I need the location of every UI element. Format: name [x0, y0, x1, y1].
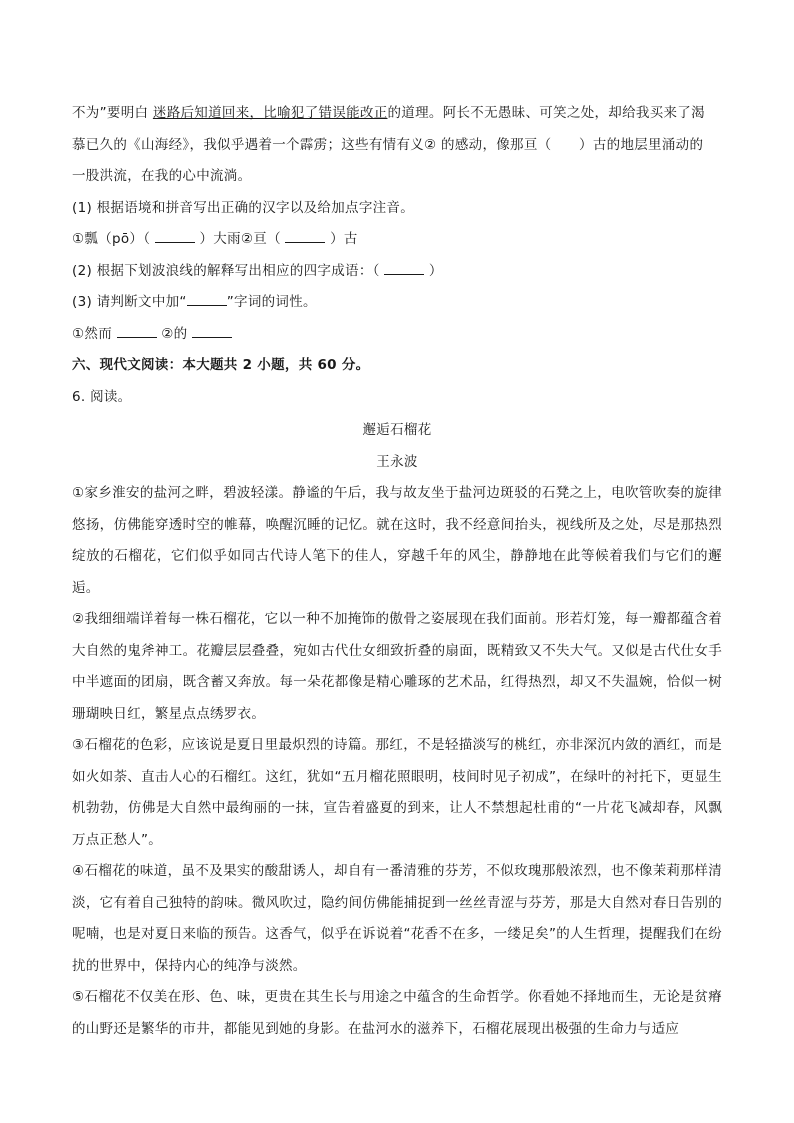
- question-1: (1) 根据语境和拼音写出正确的汉字以及给加点字注音。: [72, 199, 415, 216]
- intro-text: 的道理。阿长不无愚昧、可笑之处，却给我买来了渴: [387, 105, 705, 121]
- question-text: ”字词的词性。: [226, 294, 317, 310]
- article-paragraph: ②我细细端详着每一株石榴花，它以一种不加掩饰的傲骨之姿展现在我们面前。形若灯笼，每一瓣都蕴含着大自然的鬼斧神工。花瓣层层叠叠，宛如古代仕女细致折叠的扇面，既精致又不失大气。又似是古代仕女手中半遮面的团扇，既含蓄又奔放。每一朵花都像是精心雕琢的艺术品，红得热烈，却又不失温婉，恰似一树珊瑚映日红，繁星点点绣罗衣。: [72, 611, 722, 722]
- question-text: (2) 根据下划波浪线的解释写出相应的四字成语：（: [72, 262, 380, 279]
- answer-blank[interactable]: [155, 230, 195, 243]
- answer-blank[interactable]: [187, 293, 227, 306]
- question-text: (3) 请判断文中加“: [72, 294, 187, 310]
- article-title: 邂逅石榴花: [362, 422, 432, 438]
- article-paragraph: ⑤石榴花不仅美在形、色、味，更贵在其生长与用途之中蕴含的生命哲学。你看她不择地而生，无论是贫瘠的山野还是繁华的市井，都能见到她的身影。在盐河水的滋养下，石榴花展现出极强的生命力与适应: [72, 989, 722, 1037]
- question-6: 6. 阅读。: [72, 388, 132, 405]
- answer-blank[interactable]: [384, 262, 424, 275]
- underlined-phrase: 迷路后知道回来，比喻犯了错误能改正: [152, 105, 388, 121]
- question-text: ）大雨②亘（: [199, 231, 281, 247]
- question-text: ）: [428, 262, 443, 279]
- question-3-items: [72, 319, 722, 351]
- article-author: 王永波: [376, 453, 418, 470]
- question-1-items: [72, 224, 722, 256]
- article-paragraph: ③石榴花的色彩，应该说是夏日里最炽烈的诗篇。那红，不是轻描淡写的桃红，亦非深沉内敛的酒红，而是如火如荼、直击人心的石榴红。这红，犹如“五月榴花照眼明，枝间时见子初成”，在绿叶的衬托下，更显生机勃勃，仿佛是大自然中最绚丽的一抹，宣告着盛夏的到来，让人不禁想起杜甫的“一片花飞减却春，风飘万点正愁人”。: [72, 737, 722, 848]
- question-text: ①然而: [72, 325, 113, 342]
- intro-line-2: 慕已久的《山海经》，我似乎遇着一个霹雳；这些有情有义② 的感动，像那亘（ ）古的地层里涌动的: [72, 136, 704, 153]
- question-text: ②的: [161, 325, 188, 342]
- section-heading: 六、现代文阅读：本大题共 2 小题，共 60 分。: [72, 357, 370, 373]
- answer-blank[interactable]: [285, 230, 325, 243]
- intro-text: 不为”要明白: [72, 105, 149, 121]
- intro-line-1: [72, 98, 722, 130]
- question-text: ）古: [330, 231, 358, 247]
- question-text: ①瓢（pō）（: [72, 231, 151, 247]
- answer-blank[interactable]: [192, 325, 232, 338]
- article-paragraph: ①家乡淮安的盐河之畔，碧波轻漾。静谧的午后，我与故友坐于盐河边斑驳的石凳之上，电吹管吹奏的旋律悠扬，仿佛能穿透时空的帷幕，唤醒沉睡的记忆。就在这时，我不经意间抬头，视线所及之处，尽是那热烈绽放的石榴花，它们似乎如同古代诗人笔下的佳人，穿越千年的风尘，静静地在此等候着我们与它们的邂逅。: [72, 485, 722, 596]
- answer-blank[interactable]: [117, 325, 157, 338]
- article-paragraph: ④石榴花的味道，虽不及果实的酸甜诱人，却自有一番清雅的芬芳，不似玫瑰那般浓烈，也不像茉莉那样清淡，它有着自己独特的韵味。微风吹过，隐约间仿佛能捕捉到一丝丝青涩与芬芳，那是大自然对春日告别的呢喃，也是对夏日来临的预告。这香气，似乎在诉说着“花香不在多，一缕足矣”的人生哲理，提醒我们在纷扰的世界中，保持内心的纯净与淡然。: [72, 863, 722, 974]
- question-3: [72, 287, 722, 319]
- question-2: [72, 256, 722, 288]
- intro-line-3: 一股洪流，在我的心中流淌。: [72, 168, 252, 184]
- document-page: [72, 98, 722, 1045]
